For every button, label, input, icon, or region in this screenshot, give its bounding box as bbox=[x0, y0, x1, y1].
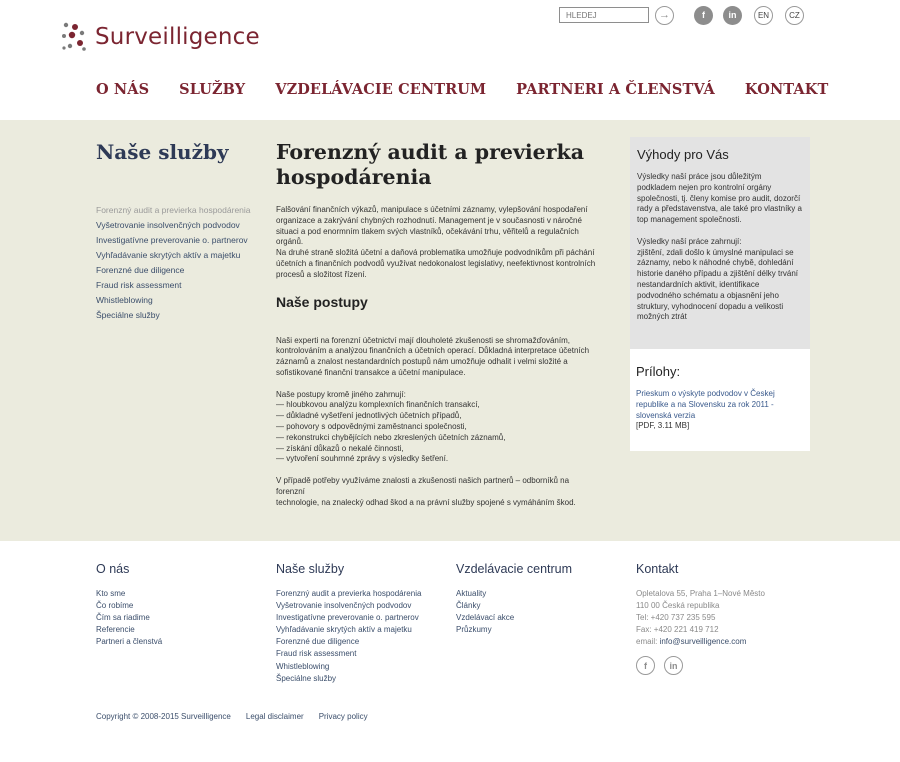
footer-link[interactable]: Aktuality bbox=[456, 589, 487, 598]
footer-link[interactable]: Forenzné due diligence bbox=[276, 637, 360, 647]
footer-col-vzdelavacie-centrum bbox=[456, 562, 572, 636]
footer-col-title: Naše služby bbox=[276, 562, 345, 576]
contact-email-link[interactable]: info@surveilligence.com bbox=[659, 637, 747, 647]
article-intro: Falšování finančních výkazů, manipulace s účetními záznamy, vylepšování hospodaření organizace a zakrývání chybných rozhodnutí. Management je v současnosti v náročné situaci a pod enormním tlakem svých vlastníků, očekávání trhu, věřitelů a regulačních orgánů. Na druhé straně složitá účetní a daňová problematika umožňuje podvodníkům při páchání účetních a finančních podvodů využívat nedokonalost legislativy, neefektivnost kontrolních procesů a složitost řízení. bbox=[276, 205, 596, 279]
contact-email bbox=[636, 636, 765, 648]
footer-col-title: Kontakt bbox=[636, 562, 679, 576]
linkedin-icon: in bbox=[728, 10, 737, 20]
sidebar-item-insolvencne-podvody[interactable]: Vyšetrovanie insolvenčných podvodov bbox=[96, 220, 240, 230]
footer-link[interactable]: Forenzný audit a previerka hospodárenia bbox=[276, 589, 422, 598]
copyright: Copyright © 2008-2015 Surveilligence bbox=[96, 712, 231, 721]
language-en-button[interactable] bbox=[754, 6, 773, 25]
footer-linkedin-button[interactable] bbox=[664, 656, 683, 675]
footer-link[interactable]: Vzdelávací akce bbox=[456, 613, 515, 623]
footer-col-title: O nás bbox=[96, 562, 130, 576]
language-cz-label: CZ bbox=[789, 10, 800, 20]
logo-mark-icon bbox=[60, 22, 90, 52]
footer-link-list bbox=[96, 588, 162, 648]
footer-link[interactable]: Whistleblowing bbox=[276, 661, 330, 671]
sidebar-navigation bbox=[96, 203, 251, 323]
language-cz-button[interactable] bbox=[785, 6, 804, 25]
attachments-title: Prílohy: bbox=[636, 364, 681, 379]
benefits-box bbox=[630, 137, 810, 349]
search-submit-button[interactable] bbox=[655, 6, 674, 25]
footer-col-kontakt bbox=[636, 562, 765, 675]
footer-link[interactable]: Články bbox=[456, 601, 481, 611]
article bbox=[276, 140, 596, 508]
logo-text: Surveilligence bbox=[95, 24, 260, 50]
sidebar-title: Naše služby bbox=[96, 140, 229, 164]
facebook-icon: f bbox=[702, 10, 705, 20]
site-logo[interactable] bbox=[60, 22, 260, 52]
linkedin-button[interactable] bbox=[723, 6, 742, 25]
contact-postal: 110 00 Česká republika bbox=[636, 601, 720, 611]
legal-disclaimer-link[interactable]: Legal disclaimer bbox=[245, 712, 304, 721]
sidebar-item-preverovanie-partnerov[interactable]: Investigatívne preverovanie o. partnerov bbox=[96, 235, 248, 245]
footer-link[interactable]: Kto sme bbox=[96, 589, 126, 598]
page-title: Forenzný audit a previerka hospodárenia bbox=[276, 140, 584, 189]
attachments-box bbox=[630, 349, 810, 451]
sidebar-item-due-diligence[interactable]: Forenzné due diligence bbox=[96, 265, 185, 275]
arrow-right-icon: → bbox=[659, 9, 670, 21]
linkedin-icon: in bbox=[669, 660, 678, 671]
footer-link-list bbox=[276, 588, 421, 685]
article-body: Naši experti na forenzní účetnictví mají dlouholeté zkušenosti se shromažďováním, kontrolováním a analýzou finančních a účetních operací. Důkladná interpretace účetních záznamů a znalost nestandardních postupů nám umožňuje odhalit i velmi složité a sofistikované finanční transakce a účetní manipulace. Naše postupy kromě jiného zahrnují: — hloubkovou analýzu komplexních finančních transakcí, — důkladné vyšetření jednotlivých účetních případů, — pohovory s odpovědnými zaměstnanci společnosti, — rekonstrukci chybějících nebo zkreslených účetních záznamů, — získání důkazů o nekalé činnosti, — vytvoření souhrnné zprávy s výsledky šetření. V případě potřeby využíváme znalosti a zkušenosti našich partnerů – odborníků na forenzní technologie, na znalecký odhad škod a na právní služby spojené s vymáháním škod. bbox=[276, 335, 590, 507]
attachment-link[interactable]: Prieskum o výskyte podvodov v Českej republike a na Slovensku za rok 2011 - slovenská verzia bbox=[636, 389, 775, 420]
contact-fax: Fax: +420 221 419 712 bbox=[636, 625, 719, 635]
footer-social bbox=[636, 656, 765, 675]
footer-link[interactable]: Špeciálne služby bbox=[276, 673, 337, 683]
contact-list bbox=[636, 588, 765, 648]
sidebar-item-specialne-sluzby[interactable]: Špeciálne služby bbox=[96, 310, 160, 320]
footer-link[interactable]: Vyhľadávanie skrytých aktív a majetku bbox=[276, 625, 412, 635]
footer-col-title: Vzdelávacie centrum bbox=[456, 562, 573, 576]
contact-email-label: email: bbox=[636, 637, 660, 647]
footer-col-o-nas bbox=[96, 562, 162, 648]
benefits-title: Výhody pro Vás bbox=[637, 147, 729, 162]
sidebar-item-fraud-risk[interactable]: Fraud risk assessment bbox=[96, 280, 182, 290]
nav-item-kontakt[interactable]: KONTAKT bbox=[744, 81, 829, 98]
footer-facebook-button[interactable] bbox=[636, 656, 655, 675]
nav-item-sluzby[interactable]: SLUŽBY bbox=[179, 81, 246, 98]
footer-link[interactable]: Partneri a členstvá bbox=[96, 637, 163, 647]
sidebar-item-forenzny-audit[interactable]: Forenzný audit a previerka hospodárenia bbox=[96, 205, 251, 215]
footer-link[interactable]: Investigatívne preverovanie o. partnerov bbox=[276, 613, 419, 623]
footer-link[interactable]: Referencie bbox=[96, 625, 135, 635]
footer-bottom-bar bbox=[96, 712, 383, 721]
footer-link[interactable]: Průzkumy bbox=[456, 625, 492, 635]
footer-link[interactable]: Fraud risk assessment bbox=[276, 649, 357, 659]
sidebar-item-skryte-aktiva[interactable]: Vyhľadávanie skrytých aktív a majetku bbox=[96, 250, 241, 260]
footer-link[interactable]: Čo robíme bbox=[96, 601, 134, 611]
contact-address: Opletalova 55, Praha 1–Nové Město bbox=[636, 589, 765, 598]
footer-link[interactable]: Čím sa riadime bbox=[96, 613, 150, 623]
footer-col-sluzby bbox=[276, 562, 421, 685]
language-en-label: EN bbox=[757, 10, 770, 20]
top-utility-bar bbox=[559, 6, 804, 24]
contact-phone: Tel: +420 737 235 595 bbox=[636, 613, 716, 623]
sidebar-item-whistleblowing[interactable]: Whistleblowing bbox=[96, 295, 153, 305]
search-input[interactable] bbox=[559, 7, 649, 23]
main-navigation bbox=[96, 81, 858, 98]
benefits-text: Výsledky naší práce jsou důležitým podkladem nejen pro kontrolní orgány společnosti, tj. členy komise pro audit, dozorčí rady a představenstva, ale také pro vlastníky a top management společnosti. Výsledky naší práce zahrnují: zjištění, zdali došlo k úmyslné manipulaci se záznamy, nebo k náhodné chybě, dohledání historie daného případu a zjištění délky trvání nestandardních aktivit, identifikace podvodného schématu a objasnění jeho struktury, vyhodnocení dopadu a velikosti možných ztrát bbox=[637, 172, 802, 322]
article-subtitle: Naše postupy bbox=[276, 293, 368, 310]
nav-item-o-nas[interactable]: O NÁS bbox=[96, 81, 150, 98]
attachment-meta: [PDF, 3.11 MB] bbox=[636, 421, 690, 431]
footer-link-list bbox=[456, 588, 572, 636]
content-area bbox=[0, 120, 900, 541]
privacy-policy-link[interactable]: Privacy policy bbox=[318, 712, 368, 721]
footer-link[interactable]: Vyšetrovanie insolvenčných podvodov bbox=[276, 601, 412, 611]
nav-item-vzdelavacie-centrum[interactable]: VZDELÁVACIE CENTRUM bbox=[275, 81, 487, 98]
facebook-button[interactable] bbox=[694, 6, 713, 25]
facebook-icon: f bbox=[644, 660, 647, 671]
nav-item-partneri[interactable]: PARTNERI A ČLENSTVÁ bbox=[516, 81, 715, 98]
